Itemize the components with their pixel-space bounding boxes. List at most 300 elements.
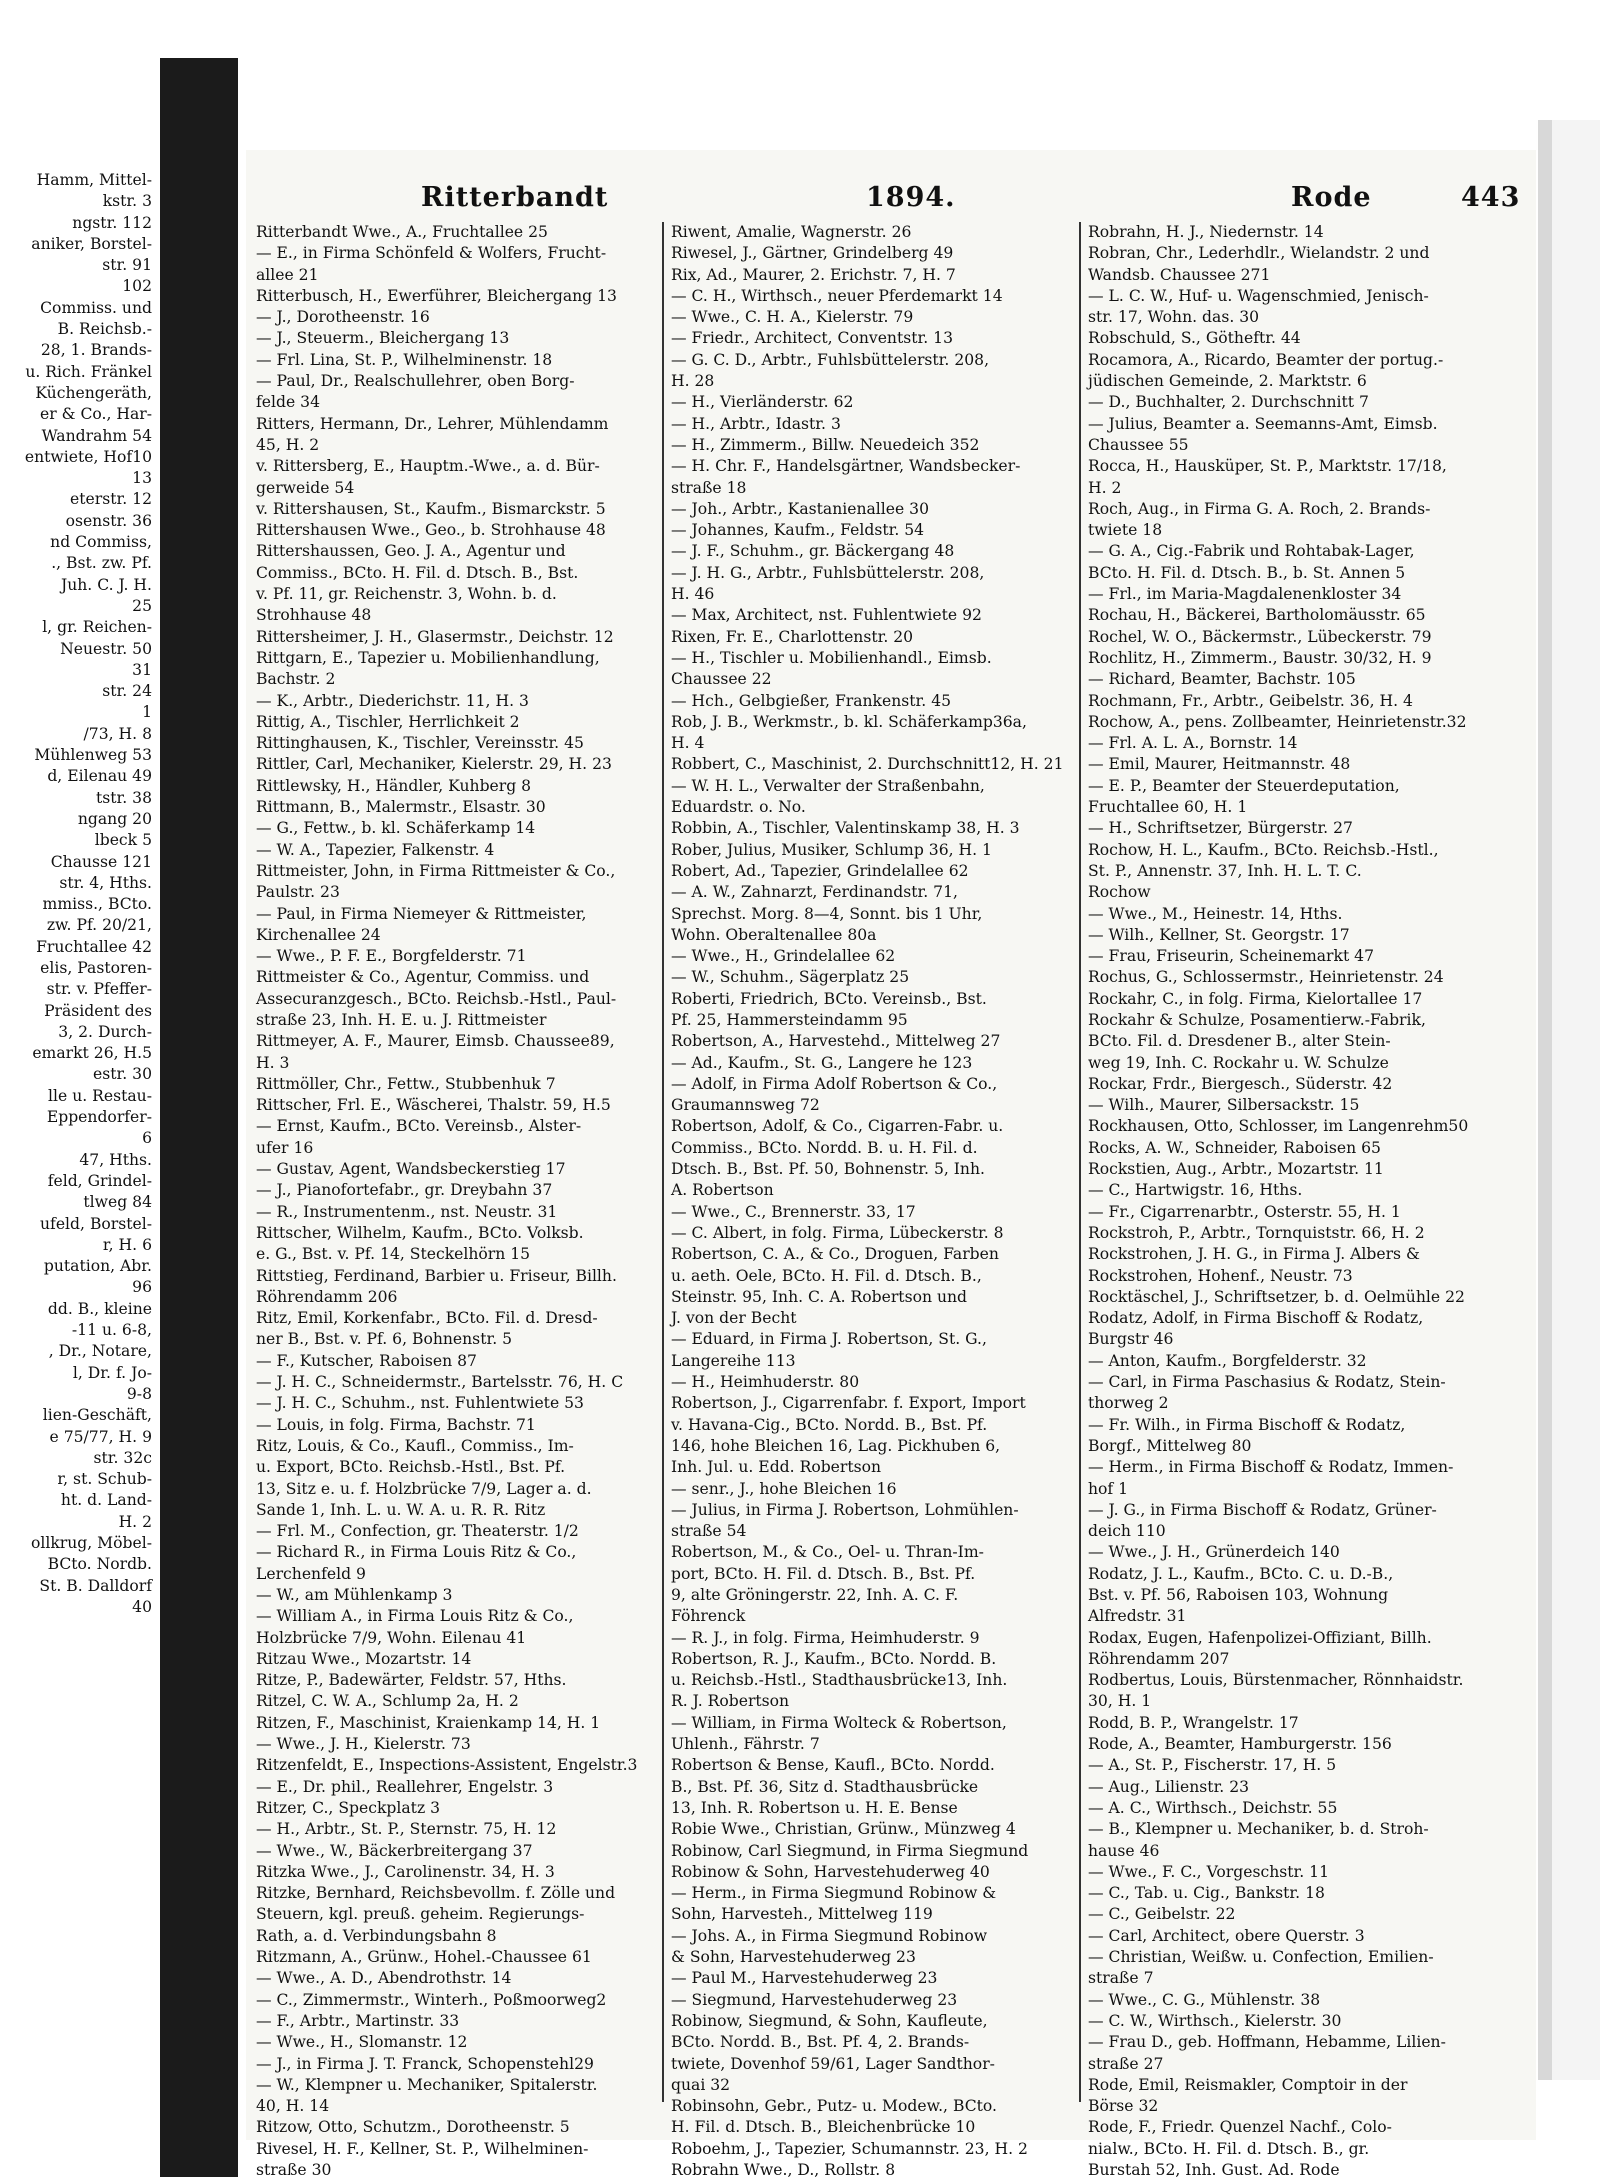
directory-entry: — C. W., Wirthsch., Kielerstr. 30 (1088, 2011, 1342, 2030)
directory-entry: u. aeth. Oele, BCto. H. Fil. d. Dtsch. B., (671, 1266, 982, 1285)
directory-entry: Ritzer, C., Speckplatz 3 (256, 1798, 441, 1817)
directory-entry: Rix, Ad., Maurer, 2. Erichstr. 7, H. 7 (671, 265, 956, 284)
directory-entry: Robrahn, H. J., Niedernstr. 14 (1088, 223, 1324, 241)
directory-entry: — G. A., Cig.-Fabrik und Rohtabak-Lager, (1088, 542, 1415, 561)
facing-page-text: estr. 30 (93, 1065, 152, 1084)
directory-entry: — J., in Firma J. T. Franck, Schopenstehl29 (256, 2054, 594, 2073)
directory-entry: Ritters, Hermann, Dr., Lehrer, Mühlendamm (256, 414, 609, 433)
directory-entry: twiete 18 (1088, 521, 1163, 540)
facing-page-text: ht. d. Land- (60, 1491, 152, 1510)
directory-entry: — Fr. Wilh., in Firma Bischoff & Rodatz, (1088, 1415, 1406, 1434)
directory-entry: Robert, Ad., Tapezier, Grindelallee 62 (671, 861, 969, 880)
directory-entry: — Wwe., J. H., Kielerstr. 73 (256, 1735, 471, 1754)
directory-entry: — Wwe., M., Heinestr. 14, Hths. (1088, 904, 1343, 923)
facing-page-text: /73, H. 8 (83, 724, 152, 743)
facing-page-text: Hamm, Mittel- (36, 171, 152, 189)
directory-entry: — Wwe., P. F. E., Borgfelderstr. 71 (256, 947, 527, 966)
directory-entry: — Wwe., C. H. A., Kielerstr. 79 (671, 308, 914, 327)
directory-entry: — C., Geibelstr. 22 (1088, 1905, 1236, 1924)
facing-page-text: aniker, Borstel- (31, 234, 152, 253)
directory-entry: Roberti, Friedrich, BCto. Vereinsb., Bst. (671, 989, 987, 1008)
directory-entry: Sande 1, Inh. L. u. W. A. u. R. R. Ritz (256, 1500, 546, 1519)
directory-entry: Ritterbandt Wwe., A., Fruchtallee 25 (256, 223, 548, 241)
directory-entry: Chaussee 55 (1088, 435, 1189, 454)
directory-entry: 30, H. 1 (1088, 1692, 1152, 1711)
facing-page-text: B. Reichsb.- (57, 320, 152, 339)
directory-entry: u. Export, BCto. Reichsb.-Hstl., Bst. Pf. (256, 1458, 566, 1477)
facing-page-text: entwiete, Hof10 (24, 447, 152, 466)
directory-entry: Rob, J. B., Werkmstr., b. kl. Schäferkamp36a, (671, 712, 1027, 731)
directory-entry: — W., Schuhm., Sägerplatz 25 (671, 968, 910, 987)
directory-entry: Inh. Jul. u. Edd. Robertson (671, 1458, 882, 1477)
facing-page-text: str. 91 (102, 256, 152, 275)
facing-page-text: r, st. Schub- (57, 1470, 152, 1489)
facing-page-text: osenstr. 36 (65, 511, 152, 530)
directory-entry: Ritzel, C. W. A., Schlump 2a, H. 2 (256, 1692, 519, 1711)
facing-page-text: ollkrug, Möbel- (30, 1534, 152, 1552)
directory-entry: e. G., Bst. v. Pf. 14, Steckelhörn 15 (256, 1245, 531, 1264)
directory-entry: — Wwe., J. H., Grünerdeich 140 (1088, 1543, 1340, 1562)
directory-entry: — H., Schriftsetzer, Bürgerstr. 27 (1088, 819, 1353, 838)
facing-page-text: kstr. 3 (102, 192, 152, 211)
facing-page-text: feld, Grindel- (47, 1171, 152, 1190)
facing-page-text: emarkt 26, H.5 (32, 1044, 152, 1063)
directory-entry: Rittmeister, John, in Firma Rittmeister & Co., (256, 861, 616, 880)
facing-page-text: 3, 2. Durch- (58, 1022, 152, 1041)
directory-entry: — Johs. A., in Firma Siegmund Robinow (671, 1926, 988, 1945)
directory-entry: ner B., Bst. v. Pf. 6, Bohnenstr. 5 (256, 1330, 513, 1349)
facing-page-text: 96 (132, 1278, 152, 1297)
directory-entry: — J., Steuerm., Bleichergang 13 (256, 329, 510, 348)
facing-page-text: str. 32c (93, 1448, 152, 1467)
directory-entry: Riwent, Amalie, Wagnerstr. 26 (671, 223, 912, 241)
directory-entry: — Frl., im Maria-Magdalenenkloster 34 (1088, 585, 1402, 604)
directory-entry: Rockstroh, P., Arbtr., Tornquiststr. 66, H. 2 (1088, 1223, 1425, 1242)
directory-entry: Burgstr 46 (1088, 1330, 1174, 1349)
facing-page-text: tstr. 38 (95, 788, 152, 807)
directory-entry: — Frau, Friseurin, Scheinemarkt 47 (1088, 947, 1375, 966)
directory-entry: — Paul, in Firma Niemeyer & Rittmeister, (256, 904, 587, 923)
directory-entry: Robrahn Wwe., D., Rollstr. 8 (671, 2161, 896, 2180)
directory-entry: BCto. Fil. d. Dresdener B., alter Stein- (1088, 1032, 1391, 1051)
facing-page-text: l, gr. Reichen- (42, 618, 152, 637)
directory-entry: Rocks, A. W., Schneider, Raboisen 65 (1088, 1138, 1381, 1157)
facing-page-text: Chausse 121 (50, 852, 152, 871)
directory-entry: Bst. v. Pf. 56, Raboisen 103, Wohnung (1088, 1586, 1389, 1604)
column-2 (671, 222, 1069, 2181)
directory-entry: — J., Pianofortefabr., gr. Dreybahn 37 (256, 1181, 553, 1200)
facing-page-text: 6 (142, 1129, 152, 1148)
directory-entry: — A. W., Zahnarzt, Ferdinandstr. 71, (671, 883, 958, 902)
directory-entry: Steinstr. 95, Inh. C. A. Robertson und (671, 1287, 968, 1306)
directory-entry: — H., Tischler u. Mobilienhandl., Eimsb. (671, 648, 992, 667)
directory-entry: Kirchenallee 24 (256, 925, 381, 944)
directory-entry: — Ad., Kaufm., St. G., Langere he 123 (671, 1053, 973, 1072)
facing-page-text: Präsident des (44, 1001, 152, 1020)
directory-entry: Chaussee 22 (671, 670, 772, 689)
facing-page-text: 9-8 (126, 1384, 152, 1403)
directory-page (246, 150, 1536, 2180)
directory-entry: — W. H. L., Verwalter der Straßenbahn, (671, 776, 985, 795)
directory-entry: — A., St. P., Fischerstr. 17, H. 5 (1088, 1756, 1337, 1775)
directory-entry: gerweide 54 (256, 478, 355, 497)
directory-entry: v. Pf. 11, gr. Reichenstr. 3, Wohn. b. d. (256, 585, 557, 604)
directory-entry: — H., Heimhuderstr. 80 (671, 1373, 860, 1392)
directory-entry: straße 27 (1088, 2054, 1164, 2073)
column-1 (256, 222, 654, 2181)
directory-entry: Rittscher, Wilhelm, Kaufm., BCto. Volksb. (256, 1223, 584, 1242)
facing-page-text: St. B. Dalldorf (39, 1576, 152, 1595)
directory-entry: 13, Sitz e. u. f. Holzbrücke 7/9, Lager a. d. (256, 1479, 592, 1498)
directory-entry: Röhrendamm 206 (256, 1287, 398, 1306)
directory-entry: — William A., in Firma Louis Ritz & Co., (256, 1607, 574, 1626)
facing-page-text: er & Co., Har- (39, 405, 152, 424)
directory-entry: — Wwe., A. D., Abendrothstr. 14 (256, 1969, 512, 1988)
directory-entry: Assecuranzgesch., BCto. Reichsb.-Hstl., Paul- (256, 989, 617, 1008)
directory-entry: Lerchenfeld 9 (256, 1564, 366, 1583)
directory-entry: — F., Arbtr., Martinstr. 33 (256, 2011, 460, 2030)
directory-entry: Robschuld, S., Götheftr. 44 (1088, 329, 1301, 348)
directory-entry: — Herm., in Firma Siegmund Robinow & (671, 1884, 997, 1903)
directory-entry: Rodatz, J. L., Kaufm., BCto. C. u. D.-B., (1088, 1564, 1394, 1583)
directory-entry: Ritz, Emil, Korkenfabr., BCto. Fil. d. Dresd- (256, 1309, 598, 1328)
directory-entry: Rochel, W. O., Bäckermstr., Lübeckerstr. 79 (1088, 627, 1432, 646)
directory-entry: — H. Chr. F., Handelsgärtner, Wandsbecker- (671, 457, 1021, 476)
directory-entry: str. 17, Wohn. das. 30 (1088, 308, 1260, 327)
facing-page-text: tlweg 84 (83, 1193, 152, 1212)
directory-entry: Rittmöller, Chr., Fettw., Stubbenhuk 7 (256, 1074, 556, 1093)
facing-page-text: u. Rich. Fränkel (25, 362, 152, 381)
directory-entry: Ritzow, Otto, Schutzm., Dorotheenstr. 5 (256, 2118, 570, 2137)
column-divider (662, 222, 664, 2102)
facing-page-text: mmiss., BCto. (42, 895, 152, 914)
directory-entry: thorweg 2 (1088, 1394, 1169, 1413)
directory-entry: A. Robertson (671, 1181, 774, 1200)
facing-page-text: Commiss. und (40, 298, 152, 317)
directory-entry: Eduardstr. o. No. (671, 798, 806, 817)
directory-entry: — Carl, in Firma Paschasius & Rodatz, Stein- (1088, 1373, 1446, 1392)
directory-entry: Rittlewsky, H., Händler, Kuhberg 8 (256, 776, 532, 795)
directory-entry: Rode, A., Beamter, Hamburgerstr. 156 (1088, 1735, 1392, 1754)
directory-entry: Wandsb. Chaussee 271 (1088, 265, 1271, 284)
directory-entry: H. 2 (1088, 478, 1122, 497)
facing-page-text: 47, Hths. (79, 1150, 152, 1169)
directory-entry: Rittershausen Wwe., Geo., b. Strohhause 48 (256, 521, 606, 540)
directory-entry: nialw., BCto. H. Fil. d. Dtsch. B., gr. (1088, 2139, 1370, 2158)
directory-entry: straße 18 (671, 478, 747, 497)
directory-entry: felde 34 (256, 393, 320, 412)
directory-entry: hause 46 (1088, 1841, 1160, 1860)
facing-page-text: 13 (132, 469, 152, 488)
facing-page-text: Neuestr. 50 (60, 639, 152, 658)
directory-entry: Robertson, A., Harvestehd., Mittelweg 27 (671, 1032, 1001, 1051)
directory-entry: Robinsohn, Gebr., Putz- u. Modew., BCto. (671, 2097, 997, 2116)
facing-page-text: lle u. Restau- (48, 1086, 152, 1105)
directory-entry: straße 30 (256, 2161, 332, 2180)
directory-entry: Robbert, C., Maschinist, 2. Durchschnitt12, H. 21 (671, 755, 1064, 774)
directory-entry: — C. H., Wirthsch., neuer Pferdemarkt 14 (671, 286, 1003, 305)
header-year: 1894. (866, 182, 956, 213)
directory-entry: Paulstr. 23 (256, 883, 340, 902)
directory-entry: Rochow (1088, 883, 1151, 902)
directory-entry: — Fr., Cigarrenarbtr., Osterstr. 55, H. 1 (1088, 1202, 1401, 1221)
directory-entry: Rittler, Carl, Mechaniker, Kielerstr. 29, H. 23 (256, 755, 612, 774)
directory-entry: straße 23, Inh. H. E. u. J. Rittmeister (256, 1010, 547, 1029)
directory-entry: — J., Dorotheenstr. 16 (256, 308, 430, 327)
facing-page-text: H. 2 (118, 1512, 152, 1531)
directory-entry: — W. A., Tapezier, Falkenstr. 4 (256, 840, 495, 859)
directory-entry: Commiss., BCto. H. Fil. d. Dtsch. B., Bst. (256, 563, 579, 582)
directory-entry: Ritzka Wwe., J., Carolinenstr. 34, H. 3 (256, 1862, 555, 1881)
directory-entry: v. Rittershausen, St., Kaufm., Bismarckstr. 5 (256, 499, 606, 518)
directory-entry: deich 110 (1088, 1522, 1166, 1541)
directory-entry: Rodd, B. P., Wrangelstr. 17 (1088, 1713, 1299, 1732)
directory-entry: — C. Albert, in folg. Firma, Lübeckerstr. 8 (671, 1223, 1004, 1242)
directory-entry: Strohhause 48 (256, 606, 372, 625)
directory-entry: — A. C., Wirthsch., Deichstr. 55 (1088, 1798, 1338, 1817)
directory-entry: allee 21 (256, 265, 319, 284)
directory-entry: Ritz, Louis, & Co., Kaufl., Commiss., Im- (256, 1436, 574, 1455)
directory-entry: — Joh., Arbtr., Kastanienallee 30 (671, 499, 930, 518)
facing-page-text: r, H. 6 (102, 1235, 152, 1254)
directory-entry: — C., Hartwigstr. 16, Hths. (1088, 1181, 1303, 1200)
facing-page-fragment (0, 170, 158, 2150)
column-3 (1088, 222, 1486, 2181)
facing-page-text: 1 (142, 703, 152, 722)
directory-entry: Ritzen, F., Maschinist, Kraienkamp 14, H. 1 (256, 1713, 601, 1732)
directory-entry: straße 7 (1088, 1969, 1154, 1988)
facing-page-text: ngstr. 112 (72, 213, 152, 232)
directory-entry: — J. G., in Firma Bischoff & Rodatz, Grüner- (1088, 1500, 1437, 1519)
directory-entry: Rittgarn, E., Tapezier u. Mobilienhandlung, (256, 648, 600, 667)
directory-entry: Uhlenh., Fährstr. 7 (671, 1735, 820, 1754)
directory-entry: — Herm., in Firma Bischoff & Rodatz, Immen- (1088, 1458, 1454, 1477)
directory-entry: — W., am Mühlenkamp 3 (256, 1586, 453, 1604)
directory-entry: — C., Tab. u. Cig., Bankstr. 18 (1088, 1884, 1325, 1903)
facing-page-text: zw. Pf. 20/21, (46, 916, 152, 935)
directory-entry: B., Bst. Pf. 36, Sitz d. Stadthausbrücke (671, 1777, 979, 1796)
directory-entry: Robinow, Carl Siegmund, in Firma Siegmund (671, 1841, 1029, 1860)
directory-entry: port, BCto. H. Fil. d. Dtsch. B., Bst. Pf. (671, 1564, 976, 1583)
directory-entry: 9, alte Gröningerstr. 22, Inh. A. C. F. (671, 1586, 959, 1604)
directory-entry: Rittmeyer, A. F., Maurer, Eimsb. Chaussee89, (256, 1032, 615, 1051)
directory-entry: — H., Arbtr., St. P., Sternstr. 75, H. 12 (256, 1820, 557, 1839)
page-header (246, 182, 1536, 218)
facing-page-text: putation, Abr. (43, 1257, 152, 1276)
directory-entry: — D., Buchhalter, 2. Durchschnitt 7 (1088, 393, 1369, 412)
directory-entry: Rittinghausen, K., Tischler, Vereinsstr. 45 (256, 734, 584, 753)
directory-entry: — B., Klempner u. Mechaniker, b. d. Stroh- (1088, 1820, 1429, 1839)
directory-entry: Graumannsweg 72 (671, 1096, 820, 1115)
facing-page-text: , Dr., Notare, (48, 1342, 152, 1361)
facing-page-text: BCto. Nordb. (47, 1555, 152, 1574)
facing-page-text: ., Bst. zw. Pf. (51, 554, 152, 573)
directory-entry: St. P., Annenstr. 37, Inh. H. L. T. C. (1088, 861, 1362, 880)
directory-entry: Borgf., Mittelweg 80 (1088, 1436, 1252, 1455)
directory-entry: 40, H. 14 (256, 2097, 330, 2116)
directory-entry: v. Rittersberg, E., Hauptm.-Wwe., a. d. Bür- (256, 457, 600, 476)
facing-page-text: 28, 1. Brands- (40, 341, 152, 360)
directory-entry: H. 28 (671, 372, 715, 391)
facing-page-text: 31 (132, 660, 152, 679)
directory-entry: Rittstieg, Ferdinand, Barbier u. Friseur, Billh. (256, 1266, 617, 1285)
directory-entry: J. von der Becht (671, 1309, 797, 1328)
directory-entry: Ritzke, Bernhard, Reichsbevollm. f. Zölle und (256, 1884, 616, 1903)
directory-entry: — Wwe., H., Slomanstr. 12 (256, 2033, 468, 2052)
directory-entry: — E., in Firma Schönfeld & Wolfers, Frucht- (256, 244, 607, 263)
directory-entry: jüdischen Gemeinde, 2. Marktstr. 6 (1088, 372, 1367, 391)
directory-entry: Rockahr, C., in folg. Firma, Kielortallee 17 (1088, 989, 1423, 1008)
directory-entry: Robbin, A., Tischler, Valentinskamp 38, H. 3 (671, 819, 1020, 838)
directory-entry: Robertson, C. A., & Co., Droguen, Farben (671, 1245, 999, 1264)
directory-entry: — Aug., Lilienstr. 23 (1088, 1777, 1250, 1796)
directory-entry: Rocamora, A., Ricardo, Beamter der portug.- (1088, 350, 1444, 369)
directory-entry: Roch, Aug., in Firma G. A. Roch, 2. Brands- (1088, 499, 1431, 518)
directory-entry: — Anton, Kaufm., Borgfelderstr. 32 (1088, 1351, 1367, 1370)
directory-entry: — Hch., Gelbgießer, Frankenstr. 45 (671, 691, 952, 710)
directory-entry: — Julius, in Firma J. Robertson, Lohmühlen- (671, 1500, 1019, 1519)
directory-entry: — Wwe., F. C., Vorgeschstr. 11 (1088, 1862, 1330, 1881)
facing-page-text: -11 u. 6-8, (71, 1321, 152, 1340)
page-number: 443 (1461, 182, 1521, 213)
directory-entry: — E. P., Beamter der Steuerdeputation, (1088, 776, 1400, 795)
directory-entry: — senr., J., hohe Bleichen 16 (671, 1479, 897, 1498)
facing-page-text: str. v. Pfeffer- (46, 980, 152, 999)
directory-entry: 45, H. 2 (256, 435, 320, 454)
facing-page-text: str. 24 (102, 682, 152, 701)
book-gutter (160, 58, 238, 2177)
directory-entry: — Siegmund, Harvestehuderweg 23 (671, 1990, 958, 2009)
facing-page-text: Mühlenweg 53 (34, 746, 152, 765)
directory-entry: Rockstien, Aug., Arbtr., Mozartstr. 11 (1088, 1160, 1384, 1179)
facing-page-text: nd Commiss, (50, 533, 152, 552)
directory-entry: — Wwe., C., Brennerstr. 33, 17 (671, 1202, 916, 1221)
directory-entry: — W., Klempner u. Mechaniker, Spitalerstr. (256, 2075, 598, 2094)
directory-entry: Robertson, M., & Co., Oel- u. Thran-Im- (671, 1543, 984, 1562)
directory-entry: H. 4 (671, 734, 705, 753)
directory-entry: — R., Instrumentenm., nst. Neustr. 31 (256, 1202, 558, 1221)
directory-entry: Robinow, Siegmund, & Sohn, Kaufleute, (671, 2011, 988, 2030)
directory-entry: — C., Zimmermstr., Winterh., Poßmoorweg2 (256, 1990, 607, 2009)
directory-entry: Rockstrohen, Hohenf., Neustr. 73 (1088, 1266, 1353, 1285)
directory-entry: Rockstrohen, J. H. G., in Firma J. Albers & (1088, 1245, 1420, 1264)
directory-entry: Wohn. Oberaltenallee 80a (671, 925, 877, 944)
directory-entry: Burstah 52, Inh. Gust. Ad. Rode (1088, 2161, 1340, 2180)
directory-entry: — Frl. A. L. A., Bornstr. 14 (1088, 734, 1298, 753)
directory-entry: Robertson & Bense, Kaufl., BCto. Nordd. (671, 1756, 995, 1775)
directory-entry: quai 32 (671, 2075, 731, 2094)
directory-entry: weg 19, Inh. C. Rockahr u. W. Schulze (1088, 1053, 1389, 1072)
directory-entry: — J. H. C., Schuhm., nst. Fuhlentwiete 53 (256, 1394, 584, 1413)
directory-entry: Rodbertus, Louis, Bürstenmacher, Rönnhaidstr. (1088, 1671, 1464, 1690)
directory-entry: — Frl. M., Confection, gr. Theaterstr. 1/2 (256, 1522, 579, 1541)
directory-entry: — Frau D., geb. Hoffmann, Hebamme, Lilien- (1088, 2033, 1446, 2052)
directory-entry: Rober, Julius, Musiker, Schlump 36, H. 1 (671, 840, 992, 859)
directory-entry: — Adolf, in Firma Adolf Robertson & Co., (671, 1074, 998, 1093)
directory-entry: — Christian, Weißw. u. Confection, Emilien- (1088, 1948, 1434, 1967)
facing-page-text: Küchengeräth, (35, 383, 152, 402)
directory-entry: Robertson, Adolf, & Co., Cigarren-Fabr. u. (671, 1117, 1004, 1136)
directory-entry: — Richard, Beamter, Bachstr. 105 (1088, 670, 1356, 689)
directory-entry: H. 46 (671, 585, 715, 604)
directory-entry: Robertson, R. J., Kaufm., BCto. Nordd. B. (671, 1649, 997, 1668)
facing-page-text: l, Dr. f. Jo- (72, 1363, 152, 1382)
directory-entry: Sohn, Harvesteh., Mittelweg 119 (671, 1905, 933, 1924)
directory-entry: — Wwe., C. G., Mühlenstr. 38 (1088, 1990, 1321, 2009)
directory-entry: — Louis, in folg. Firma, Bachstr. 71 (256, 1415, 536, 1434)
directory-entry: Rixen, Fr. E., Charlottenstr. 20 (671, 627, 914, 646)
directory-entry: Rocca, H., Hausküper, St. P., Marktstr. 17/18, (1088, 457, 1447, 476)
directory-entry: — R. J., in folg. Firma, Heimhuderstr. 9 (671, 1628, 980, 1647)
directory-entry: Rodatz, Adolf, in Firma Bischoff & Rodatz, (1088, 1309, 1424, 1328)
directory-entry: Robinow & Sohn, Harvestehuderweg 40 (671, 1862, 990, 1881)
facing-page-text: 102 (122, 277, 152, 296)
directory-entry: Rode, Emil, Reismakler, Comptoir in der (1088, 2075, 1408, 2094)
directory-entry: — E., Dr. phil., Reallehrer, Engelstr. 3 (256, 1777, 554, 1796)
directory-entry: & Sohn, Harvestehuderweg 23 (671, 1948, 916, 1967)
directory-entry: Robertson, J., Cigarrenfabr. f. Export, Import (671, 1394, 1026, 1413)
directory-entry: Rittersheimer, J. H., Glasermstr., Deichstr. 12 (256, 627, 614, 646)
directory-entry: Rivesel, H. F., Kellner, St. P., Wilhelminen- (256, 2139, 589, 2158)
directory-entry: BCto. Nordd. B., Bst. Pf. 4, 2. Brands- (671, 2033, 970, 2052)
directory-entry: — J. H. C., Schneidermstr., Bartelsstr. 76, H. C (256, 1373, 624, 1392)
directory-entry: — Wwe., W., Bäckerbreitergang 37 (256, 1841, 533, 1860)
directory-entry: Bachstr. 2 (256, 670, 336, 689)
directory-entry: Rochow, A., pens. Zollbeamter, Heinrietenstr.32 (1088, 712, 1467, 731)
directory-entry: Föhrenck (671, 1607, 746, 1626)
facing-page-text: lbeck 5 (94, 831, 152, 850)
directory-entry: — Max, Architect, nst. Fuhlentwiete 92 (671, 606, 982, 625)
directory-entry: — J. F., Schuhm., gr. Bäckergang 48 (671, 542, 955, 561)
directory-entry: Robie Wwe., Christian, Grünw., Münzweg 4 (671, 1820, 1016, 1839)
facing-page-text: 25 (132, 596, 152, 615)
directory-entry: — Wwe., H., Grindelallee 62 (671, 947, 896, 966)
directory-entry: Rochau, H., Bäckerei, Bartholomäusstr. 65 (1088, 606, 1426, 625)
directory-entry: — H., Vierländerstr. 62 (671, 393, 854, 412)
directory-entry: Rath, a. d. Verbindungsbahn 8 (256, 1926, 497, 1945)
facing-page-text: elis, Pastoren- (40, 958, 152, 977)
facing-page-text: d, Eilenau 49 (47, 767, 152, 786)
directory-entry: — Richard R., in Firma Louis Ritz & Co., (256, 1543, 577, 1562)
directory-entry: Rittmann, B., Malermstr., Elsastr. 30 (256, 798, 546, 817)
directory-entry: Rittmeister & Co., Agentur, Commiss. und (256, 968, 590, 987)
directory-entry: Ritze, P., Badewärter, Feldstr. 57, Hths. (256, 1671, 567, 1690)
directory-entry: hof 1 (1088, 1479, 1129, 1498)
directory-entry: Commiss., BCto. Nordd. B. u. H. Fil. d. (671, 1138, 978, 1157)
directory-entry: Holzbrücke 7/9, Wohn. Eilenau 41 (256, 1628, 527, 1647)
directory-entry: Riwesel, J., Gärtner, Grindelberg 49 (671, 244, 954, 263)
directory-entry: — H., Zimmerm., Billw. Neuedeich 352 (671, 435, 980, 454)
directory-entry: R. J. Robertson (671, 1692, 790, 1711)
directory-entry: twiete, Dovenhof 59/61, Lager Sandthor- (671, 2054, 995, 2073)
directory-entry: H. 3 (256, 1053, 290, 1072)
directory-entry: Ritzmann, A., Grünw., Hohel.-Chaussee 61 (256, 1948, 592, 1967)
directory-entry: H. Fil. d. Dtsch. B., Bleichenbrücke 10 (671, 2118, 976, 2137)
directory-entry: 146, hohe Bleichen 16, Lag. Pickhuben 6, (671, 1436, 1001, 1455)
facing-page-text: Eppendorfer- (46, 1108, 152, 1127)
directory-entry: — J. H. G., Arbtr., Fuhlsbüttelerstr. 208, (671, 563, 985, 582)
directory-entry: BCto. H. Fil. d. Dtsch. B., b. St. Annen 5 (1088, 563, 1406, 582)
directory-entry: Rittig, A., Tischler, Herrlichkeit 2 (256, 712, 520, 731)
header-right-word: Rode (1291, 182, 1372, 213)
directory-entry: 13, Inh. R. Robertson u. H. E. Bense (671, 1798, 958, 1817)
directory-entry: Sprechst. Morg. 8—4, Sonnt. bis 1 Uhr, (671, 904, 983, 923)
directory-entry: Steuern, kgl. preuß. geheim. Regierungs- (256, 1905, 585, 1924)
directory-entry: Rockhausen, Otto, Schlosser, im Langenrehm50 (1088, 1117, 1469, 1136)
directory-entry: Rockar, Frdr., Biergesch., Süderstr. 42 (1088, 1074, 1393, 1093)
directory-entry: — William, in Firma Wolteck & Robertson, (671, 1713, 1007, 1732)
directory-entry: ufer 16 (256, 1138, 314, 1157)
